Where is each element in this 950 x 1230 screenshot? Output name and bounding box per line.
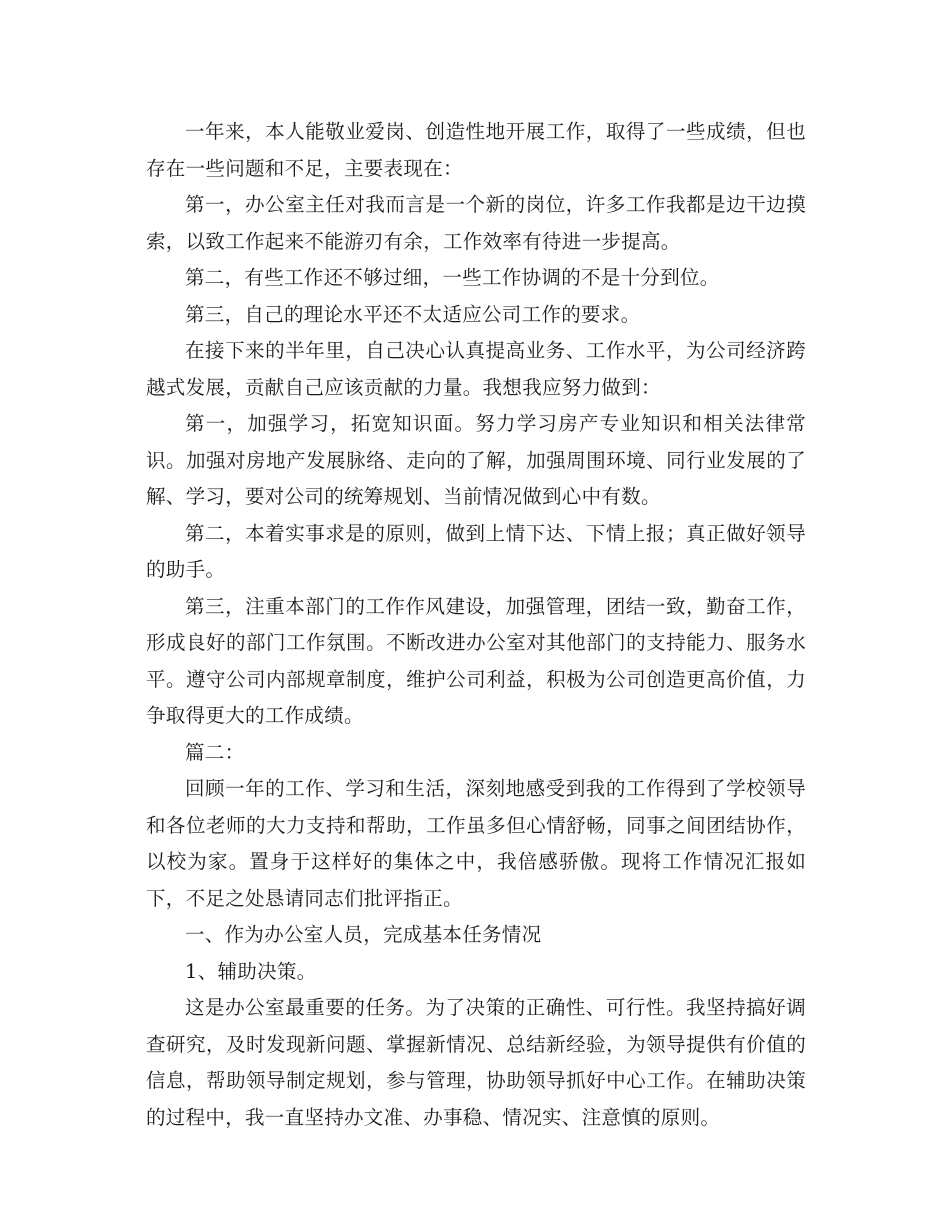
paragraph: 第二，本着实事求是的原则，做到上情下达、下情上报；真正做好领导的助手。 (146, 521, 806, 581)
paragraph: 一年来，本人能敬业爱岗、创造性地开展工作，取得了一些成绩，但也存在一些问题和不足，主要表现在： (146, 120, 806, 180)
paragraph: 在接下来的半年里，自己决心认真提高业务、工作水平，为公司经济跨越式发展，贡献自己应该贡献的力量。我想我应努力做到： (146, 339, 806, 399)
paragraph: 这是办公室最重要的任务。为了决策的正确性、可行性。我坚持搞好调查研究，及时发现新问题、掌握新情况、总结新经验，为领导提供有价值的信息，帮助领导制定规划，参与管理，协助领导抓好中心工作。在辅助决策的过程中，我一直坚持办文准、办事稳、情况实、注意慎的原则。 (146, 996, 806, 1129)
section-heading: 篇二： (185, 740, 245, 764)
document-body (146, 114, 806, 1136)
paragraph: 回顾一年的工作、学习和生活，深刻地感受到我的工作得到了学校领导和各位老师的大力支持和帮助，工作虽多但心情舒畅，同事之间团结协作，以校为家。置身于这样好的集体之中，我倍感骄傲。现将工作情况汇报如下，不足之处恳请同志们批评指正。 (146, 777, 806, 910)
paragraph: 第三，注重本部门的工作作风建设，加强管理，团结一致，勤奋工作，形成良好的部门工作氛围。不断改进办公室对其他部门的支持能力、服务水平。遵守公司内部规章制度，维护公司利益，积极为公司创造更高价值，力争取得更大的工作成绩。 (146, 594, 806, 727)
paragraph: 第二，有些工作还不够过细，一些工作协调的不是十分到位。 (185, 266, 720, 289)
paragraph: 第三，自己的理论水平还不太适应公司工作的要求。 (185, 302, 641, 326)
paragraph: 第一，办公室主任对我而言是一个新的岗位，许多工作我都是边干边摸索，以致工作起来不能游刃有余，工作效率有待进一步提高。 (146, 193, 806, 253)
paragraph: 第一，加强学习，拓宽知识面。努力学习房产专业知识和相关法律常识。加强对房地产发展脉络、走向的了解，加强周围环境、同行业发展的了解、学习，要对公司的统筹规划、当前情况做到心中有数。 (146, 412, 806, 508)
section-heading: 一、作为办公室人员，完成基本任务情况 (185, 923, 542, 946)
subsection-heading: 1、辅助决策。 (185, 959, 317, 983)
